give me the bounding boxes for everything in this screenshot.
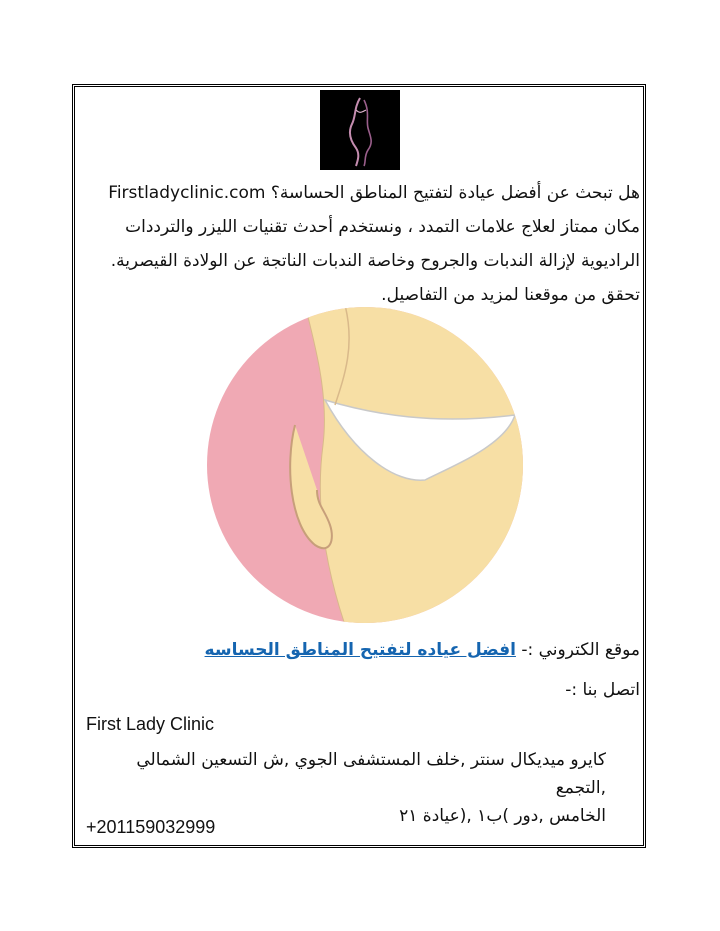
website-link[interactable]: افضل عياده لتفتيح المناطق الحساسه <box>204 640 516 660</box>
clinic-logo <box>320 90 400 170</box>
intro-line-2: مكان ممتاز لعلاج علامات التمدد ، ونستخدم أحدث تقنيات الليزر والترددات <box>125 217 640 237</box>
intro-paragraph <box>86 176 640 312</box>
address-line-1: كايرو ميديكال سنتر ,خلف المستشفى الجوي ,ش التسعين الشمالي ,التجمع <box>136 750 606 798</box>
intro-line-1: هل تبحث عن أفضل عيادة لتفتيح المناطق الحساسة؟ Firstladyclinic.com <box>108 183 640 203</box>
address-line-2: الخامس ,دور )ب١ ,(عيادة ٢١ <box>399 806 606 826</box>
phone-number[interactable]: +201159032999 <box>86 817 216 837</box>
intro-line-4: تحقق من موقعنا لمزيد من التفاصيل. <box>381 285 640 305</box>
website-label: موقع الكتروني :- <box>521 640 640 660</box>
website-line <box>86 636 640 664</box>
intro-line-3: الراديوية لإزالة الندبات والجروح وخاصة الندبات الناتجة عن الولادة القيصرية. <box>110 251 640 271</box>
body-illustration <box>205 305 525 625</box>
contact-label: اتصل بنا :- <box>565 680 640 700</box>
clinic-name: First Lady Clinic <box>86 714 215 734</box>
